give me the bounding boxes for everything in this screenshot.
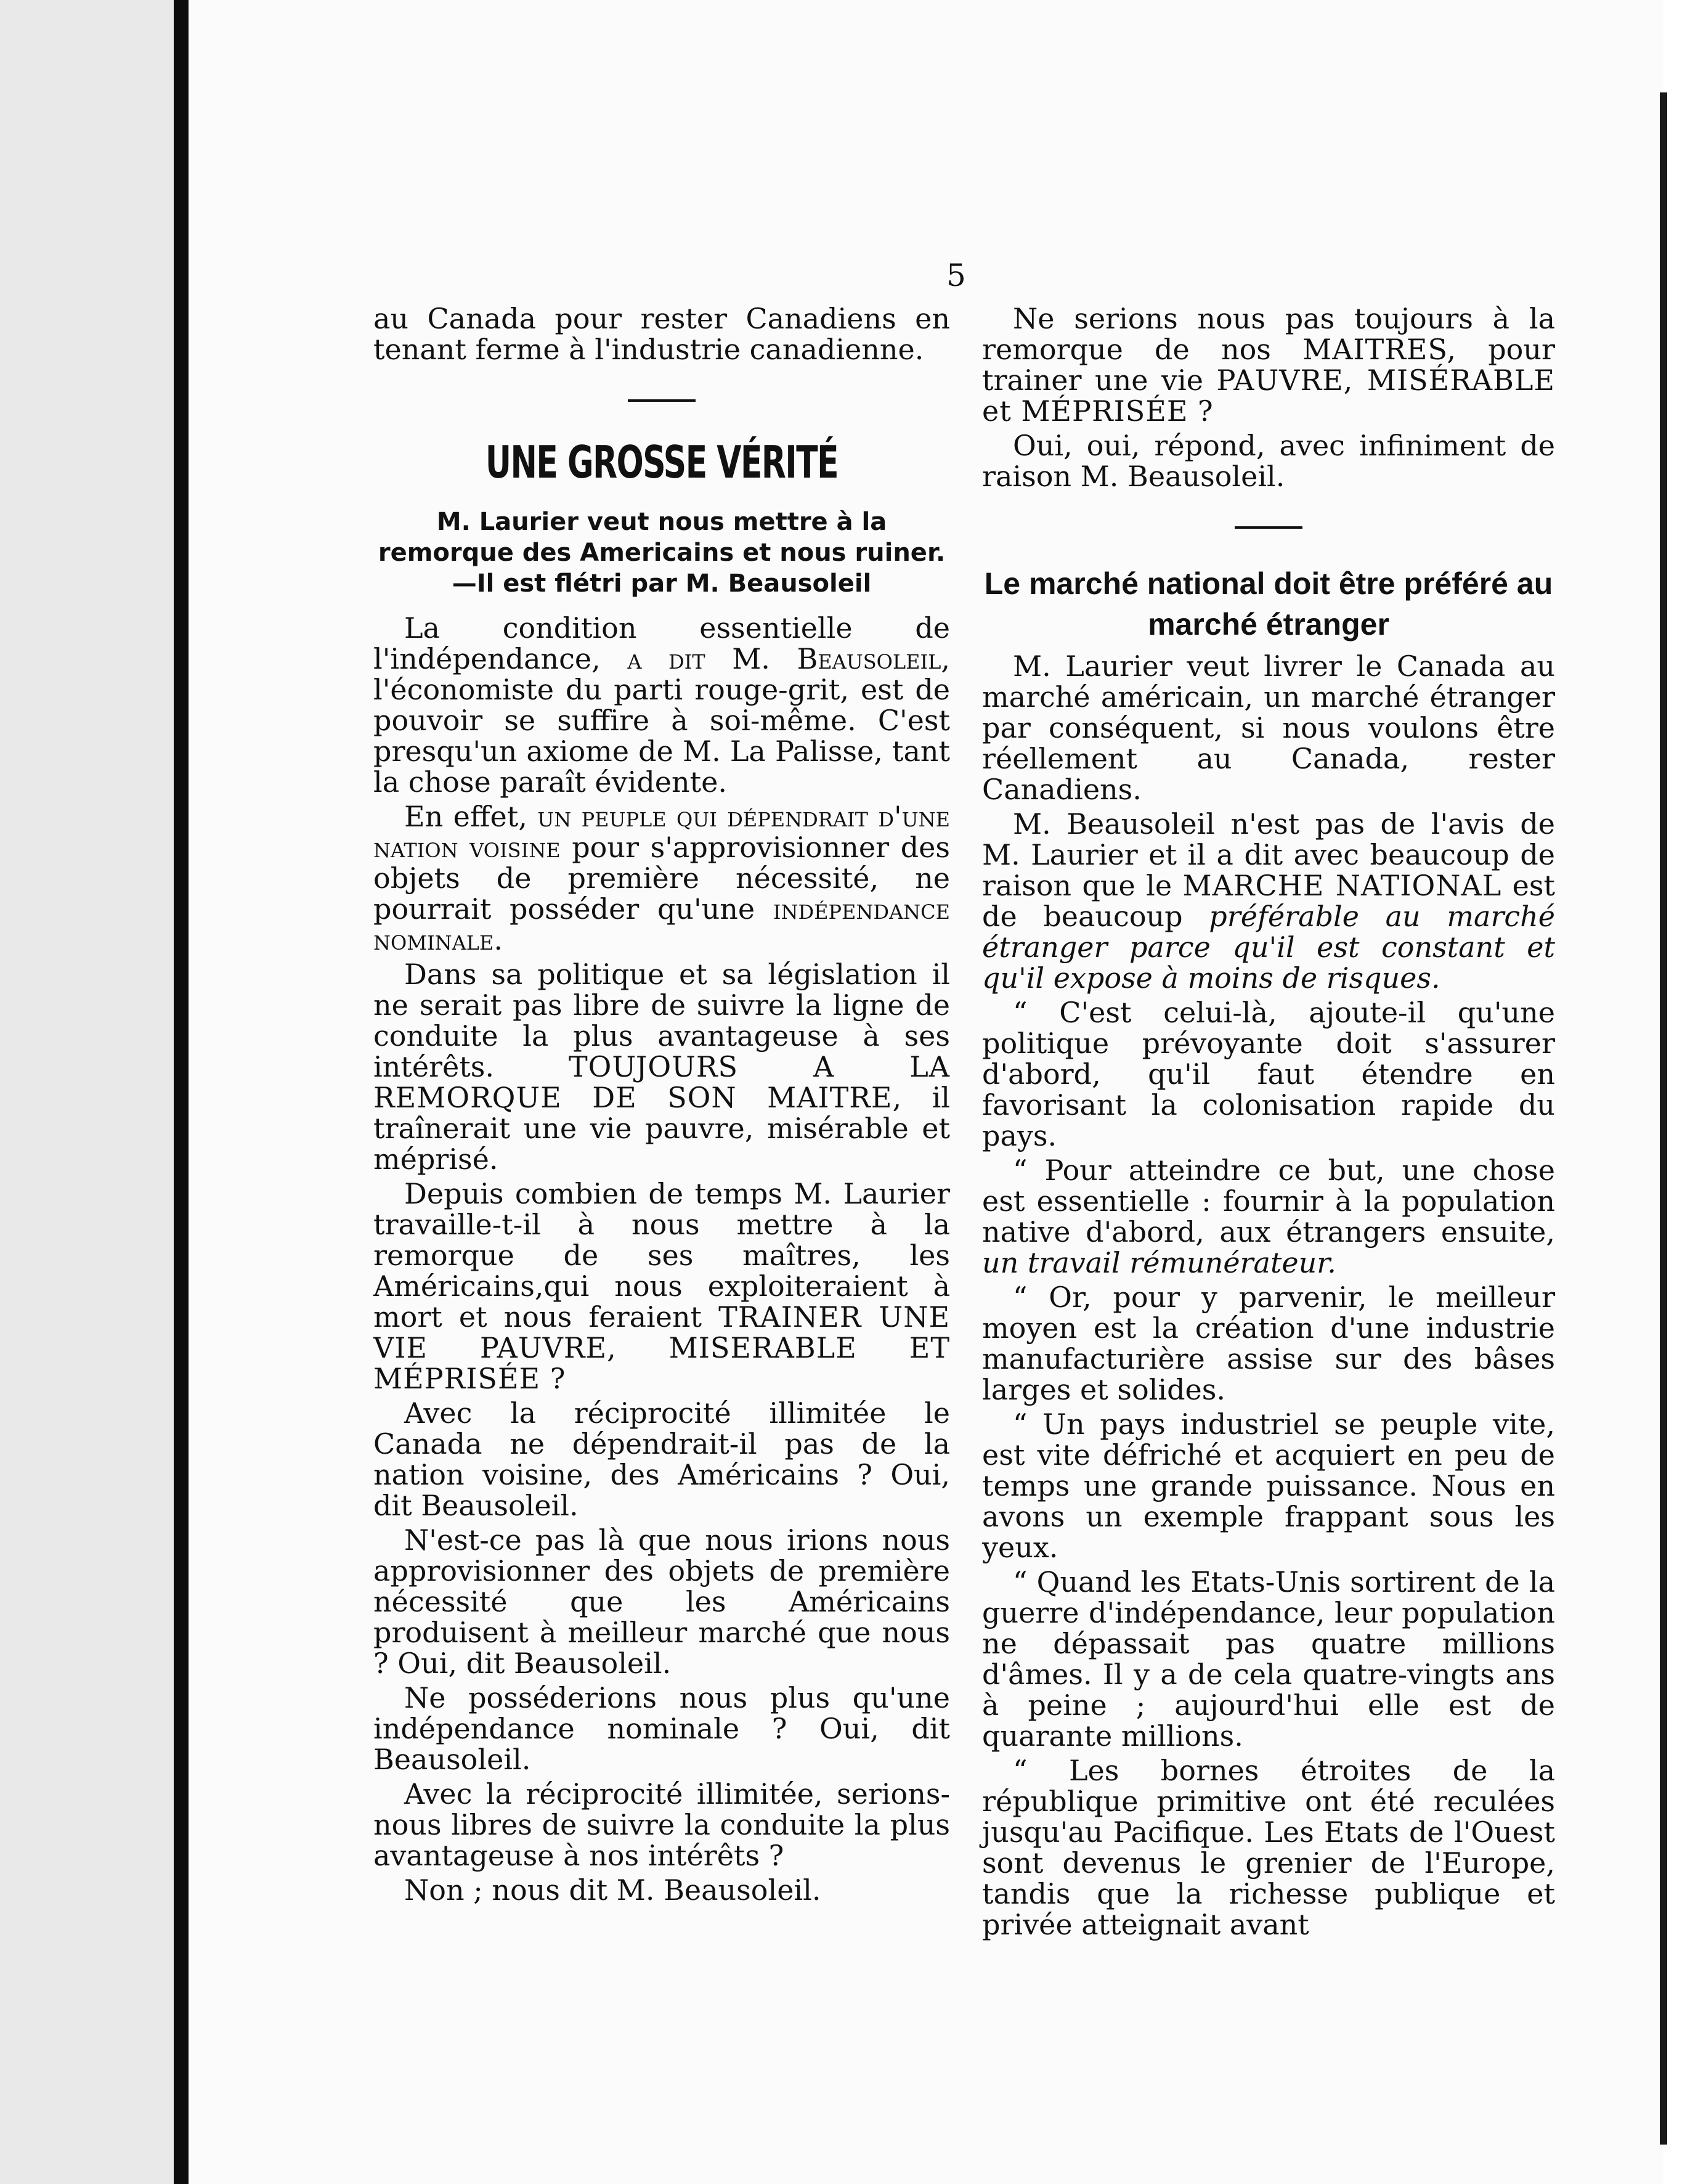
paragraph: “ Or, pour y parvenir, le meilleur moyen est la création d'une industrie manufacturière assise sur des bâses larges et solides. [982, 1281, 1555, 1406]
paragraph: “ C'est celui-là, ajoute-il qu'une politique prévoyante doit s'assurer d'abord, qu'il faut étendre en favorisant la colonisation rapide du pays. [982, 996, 1555, 1152]
paragraph: Depuis combien de temps M. Laurier travaille-t-il à nous mettre à la remorque de ses maîtres, les Américains,qui nous exploiteraient à mort et nous feraient TRAINER UNE VIE PAUVRE, MISERABLE ET MÉPRISÉE ? [373, 1177, 951, 1395]
paragraph: La condition essentielle de l'indépendance, a dit M. Beausoleil, l'économiste du parti rouge-grit, est de pouvoir se suffire à soi-même. C'est presqu'un axiome de M. La Palisse, tant la chose paraît évidente. [373, 611, 950, 799]
paragraph: Oui, oui, répond, avec infiniment de raison M. Beausoleil. [982, 429, 1555, 493]
paragraph: Avec la réciprocité illimitée, serions-nous libres de suivre la conduite la plus avantageuse à nos intérêts ? [373, 1777, 950, 1872]
section-divider [628, 399, 696, 402]
continuation-text: au Canada pour rester Canadiens en tenant ferme à l'industrie canadienne. [373, 302, 950, 366]
page-edge-shadow [1660, 92, 1667, 2145]
paragraph: Avec la réciprocité illimitée le Canada ne dépendrait-il pas de la nation voisine, des Américains ? Oui, dit Beausoleil. [373, 1396, 950, 1522]
paragraph: Dans sa politique et sa législation il ne serait pas libre de suivre la ligne de conduite la plus avantageuse à ses intérêts. TOUJOURS A LA REMORQUE DE SON MAITRE, il traînerait une vie pauvre, misérable et méprisé. [373, 958, 951, 1176]
paragraph: M. Laurier veut livrer le Canada au marché américain, un marché étranger par conséquent, si nous voulons être réellement au Canada, rester Canadiens. [982, 650, 1555, 806]
paragraph: “ Un pays industriel se peuple vite, est vite défriché et acquiert en peu de temps une grande puissance. Nous en avons un exemple frappant sous les yeux. [982, 1408, 1555, 1564]
page-number: 5 [946, 258, 966, 293]
paragraph: Non ; nous dit M. Beausoleil. [404, 1873, 821, 1907]
right-column [982, 303, 1555, 1944]
paragraph: “ Pour atteindre ce but, une chose est essentielle : fournir à la population native d'abord, aux étrangers ensuite, un travail rémunérateur. [982, 1154, 1555, 1279]
paragraph: En effet, un peuple qui dépendrait d'une nation voisine pour s'approvisionner des objets de première nécessité, ne pourrait posséder qu'une indépendance nominale. [373, 800, 951, 956]
headline: UNE GROSSE VÉRITÉ [485, 436, 839, 488]
paragraph: Ne serions nous pas toujours à la remorque de nos MAITRES, pour trainer une vie PAUVRE, MISÉRABLE et MÉPRISÉE ? [982, 302, 1556, 428]
section-divider [1235, 526, 1302, 529]
left-column [373, 303, 950, 1909]
paragraph: “ Quand les Etats-Unis sortirent de la guerre d'indépendance, leur population ne dépassait pas quatre millions d'âmes. Il y a de cela quatre-vingts ans à peine ; aujourd'hui elle est de quarante millions. [982, 1565, 1555, 1753]
paragraph: N'est-ce pas là que nous irions nous approvisionner des objets de première nécessité que les Américains produisent à meilleur marché que nous ? Oui, dit Beausoleil. [373, 1523, 950, 1680]
page-margin [1667, 0, 1698, 2184]
headline: Le marché national doit être préféré au marché étranger [984, 566, 1553, 642]
paragraph: “ Les bornes étroites de la république primitive ont été reculées jusqu'au Pacifique. Les Etats de l'Ouest sont devenus le grenier de l'Europe, tandis que la richesse publique et privée atteignait avant [982, 1754, 1555, 1941]
facing-page [0, 0, 174, 2184]
subheadline: M. Laurier veut nous mettre à la remorque des Americains et nous ruiner.—Il est flétri par M. Beausoleil [378, 508, 946, 598]
book-gutter [174, 0, 189, 2184]
paragraph: M. Beausoleil n'est pas de l'avis de M. Laurier et il a dit avec beaucoup de raison que le MARCHE NATIONAL est de beaucoup préférable au marché étranger parce qu'il est constant et qu'il expose à moins de risques. [982, 807, 1555, 995]
paragraph: Ne posséderions nous plus qu'une indépendance nominale ? Oui, dit Beausoleil. [373, 1681, 950, 1776]
